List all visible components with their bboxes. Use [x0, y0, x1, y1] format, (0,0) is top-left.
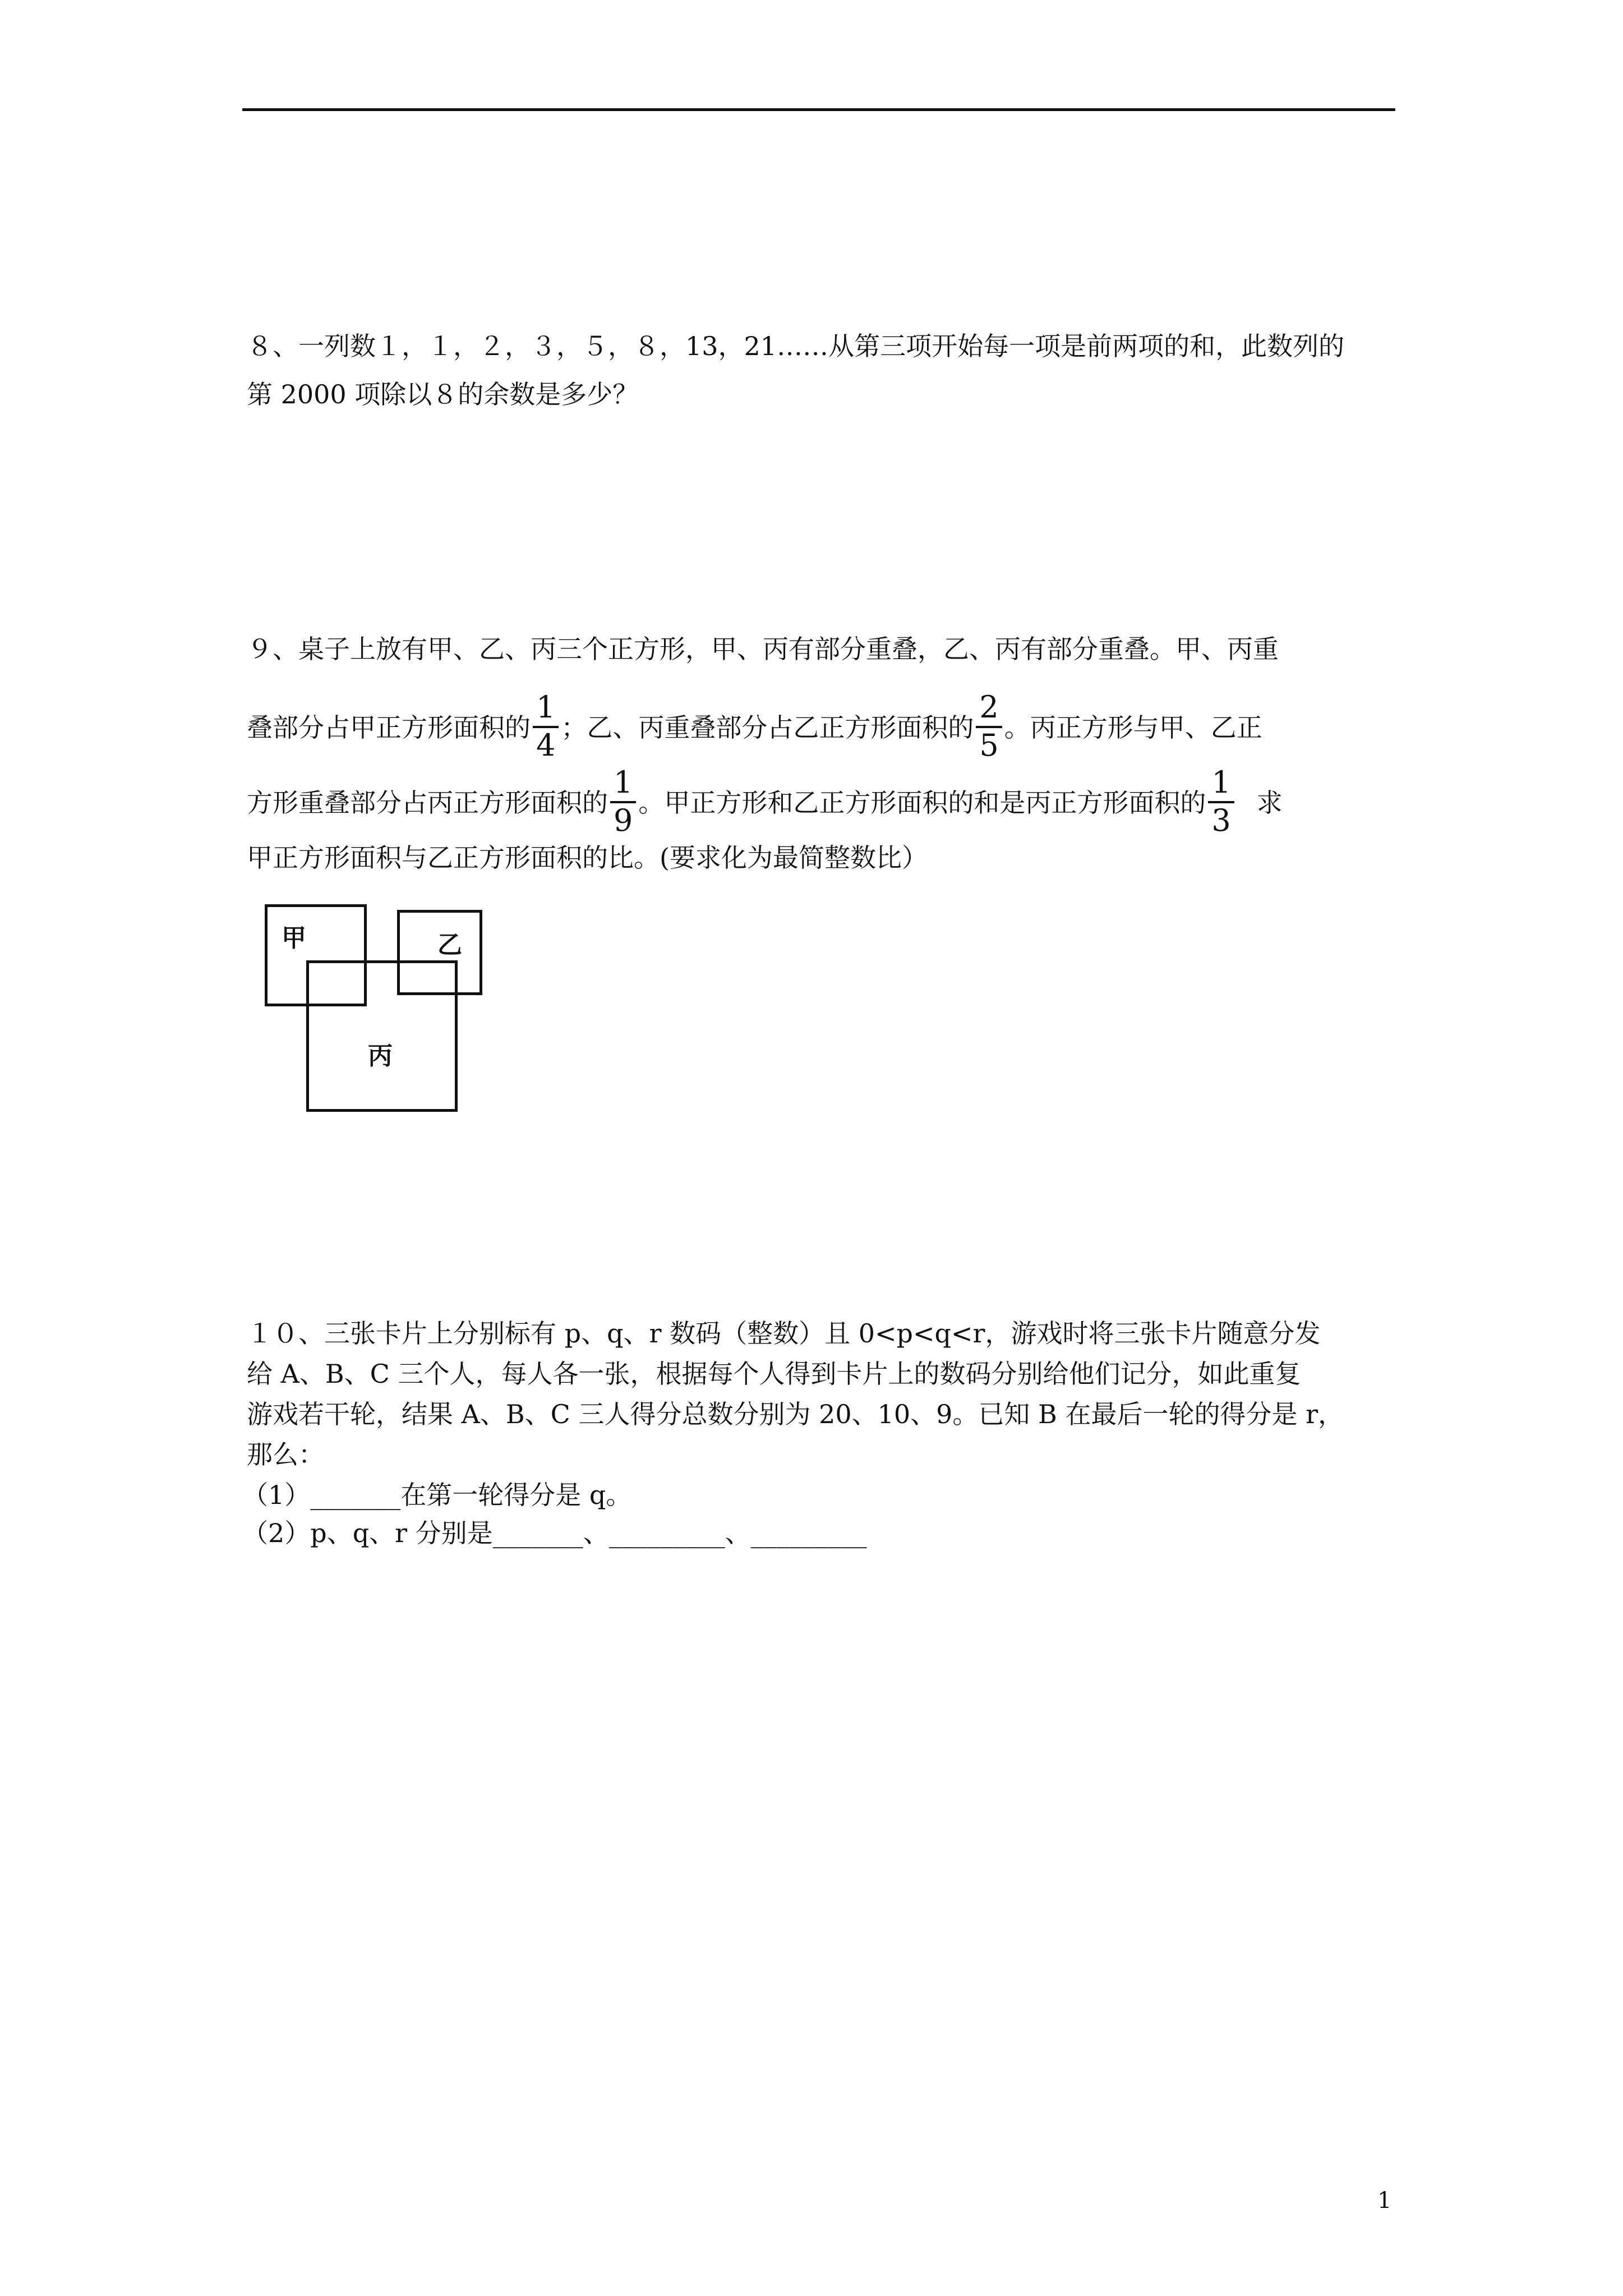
question-9-line-3-part-c: 求: [1256, 788, 1283, 818]
fraction-numerator: 1: [1211, 765, 1231, 800]
question-10-line-4: 那么：: [247, 1439, 324, 1470]
fraction-denominator: 3: [1211, 803, 1231, 838]
header-rule: [242, 108, 1395, 111]
fraction-one-quarter: [533, 689, 559, 763]
question-10-line-1: １０、三张卡片上分别标有 p、q、r 数码（整数）且 0<p<q<r，游戏时将三张卡片随意分发: [247, 1318, 1321, 1349]
fraction-numerator: 1: [536, 689, 556, 725]
question-9-line-2-part-a: 叠部分占甲正方形面积的: [247, 712, 531, 743]
question-8-line-1: ８、一列数１，１，２，３，５，８，13，21……从第三项开始每一项是前两项的和，此数列的: [247, 331, 1345, 361]
question-9-line-2: [247, 689, 1262, 764]
question-9-line-4: 甲正方形面积与乙正方形面积的比。(要求化为最简整数比）: [247, 843, 928, 873]
fraction-denominator: 4: [536, 728, 556, 763]
question-9: [247, 634, 1396, 881]
question-8: [247, 331, 1396, 409]
fraction-one-third: [1208, 767, 1234, 836]
label-yi: 乙: [437, 931, 462, 959]
question-8-line-2: 第 2000 项除以８的余数是多少？: [247, 379, 639, 409]
question-9-line-3: [247, 765, 1283, 839]
fraction-denominator: 5: [979, 728, 999, 763]
label-bing: 丙: [368, 1042, 393, 1070]
fraction-denominator: 9: [614, 803, 633, 838]
fraction-one-ninth: [610, 767, 636, 836]
question-9-line-2-part-c: 。丙正方形与甲、乙正: [1004, 712, 1262, 743]
page-number: 1: [1377, 2188, 1392, 2214]
overlapping-squares-diagram: [258, 898, 505, 1122]
question-9-line-3-part-a: 方形重叠部分占丙正方形面积的: [247, 788, 608, 818]
question-10-line-2: 给 A、B、C 三个人，每人各一张，根据每个人得到卡片上的数码分别给他们记分，如此重复: [247, 1359, 1301, 1389]
question-9-line-1: ９、桌子上放有甲、乙、丙三个正方形，甲、丙有部分重叠，乙、丙有部分重叠。甲、丙重: [247, 634, 1279, 664]
question-10-sub-2: （2）p、q、r 分别是_______、_________、_________: [242, 1518, 867, 1548]
question-10-line-3: 游戏若干轮，结果 A、B、C 三人得分总数分别为 20、10、9。已知 B 在最后一轮的得分是 r，: [247, 1399, 1344, 1429]
question-10: [242, 1318, 1396, 1576]
question-9-line-2-part-b: ；乙、丙重叠部分占乙正方形面积的: [561, 712, 974, 743]
label-jia: 甲: [282, 924, 306, 953]
fraction-numerator: 2: [979, 689, 999, 725]
question-10-sub-1: （1）_______在第一轮得分是 q。: [242, 1480, 632, 1510]
question-9-line-3-part-b: 。甲正方形和乙正方形面积的和是丙正方形面积的: [638, 788, 1206, 818]
fraction-two-fifths: [976, 689, 1002, 763]
fraction-numerator: 1: [614, 765, 633, 800]
